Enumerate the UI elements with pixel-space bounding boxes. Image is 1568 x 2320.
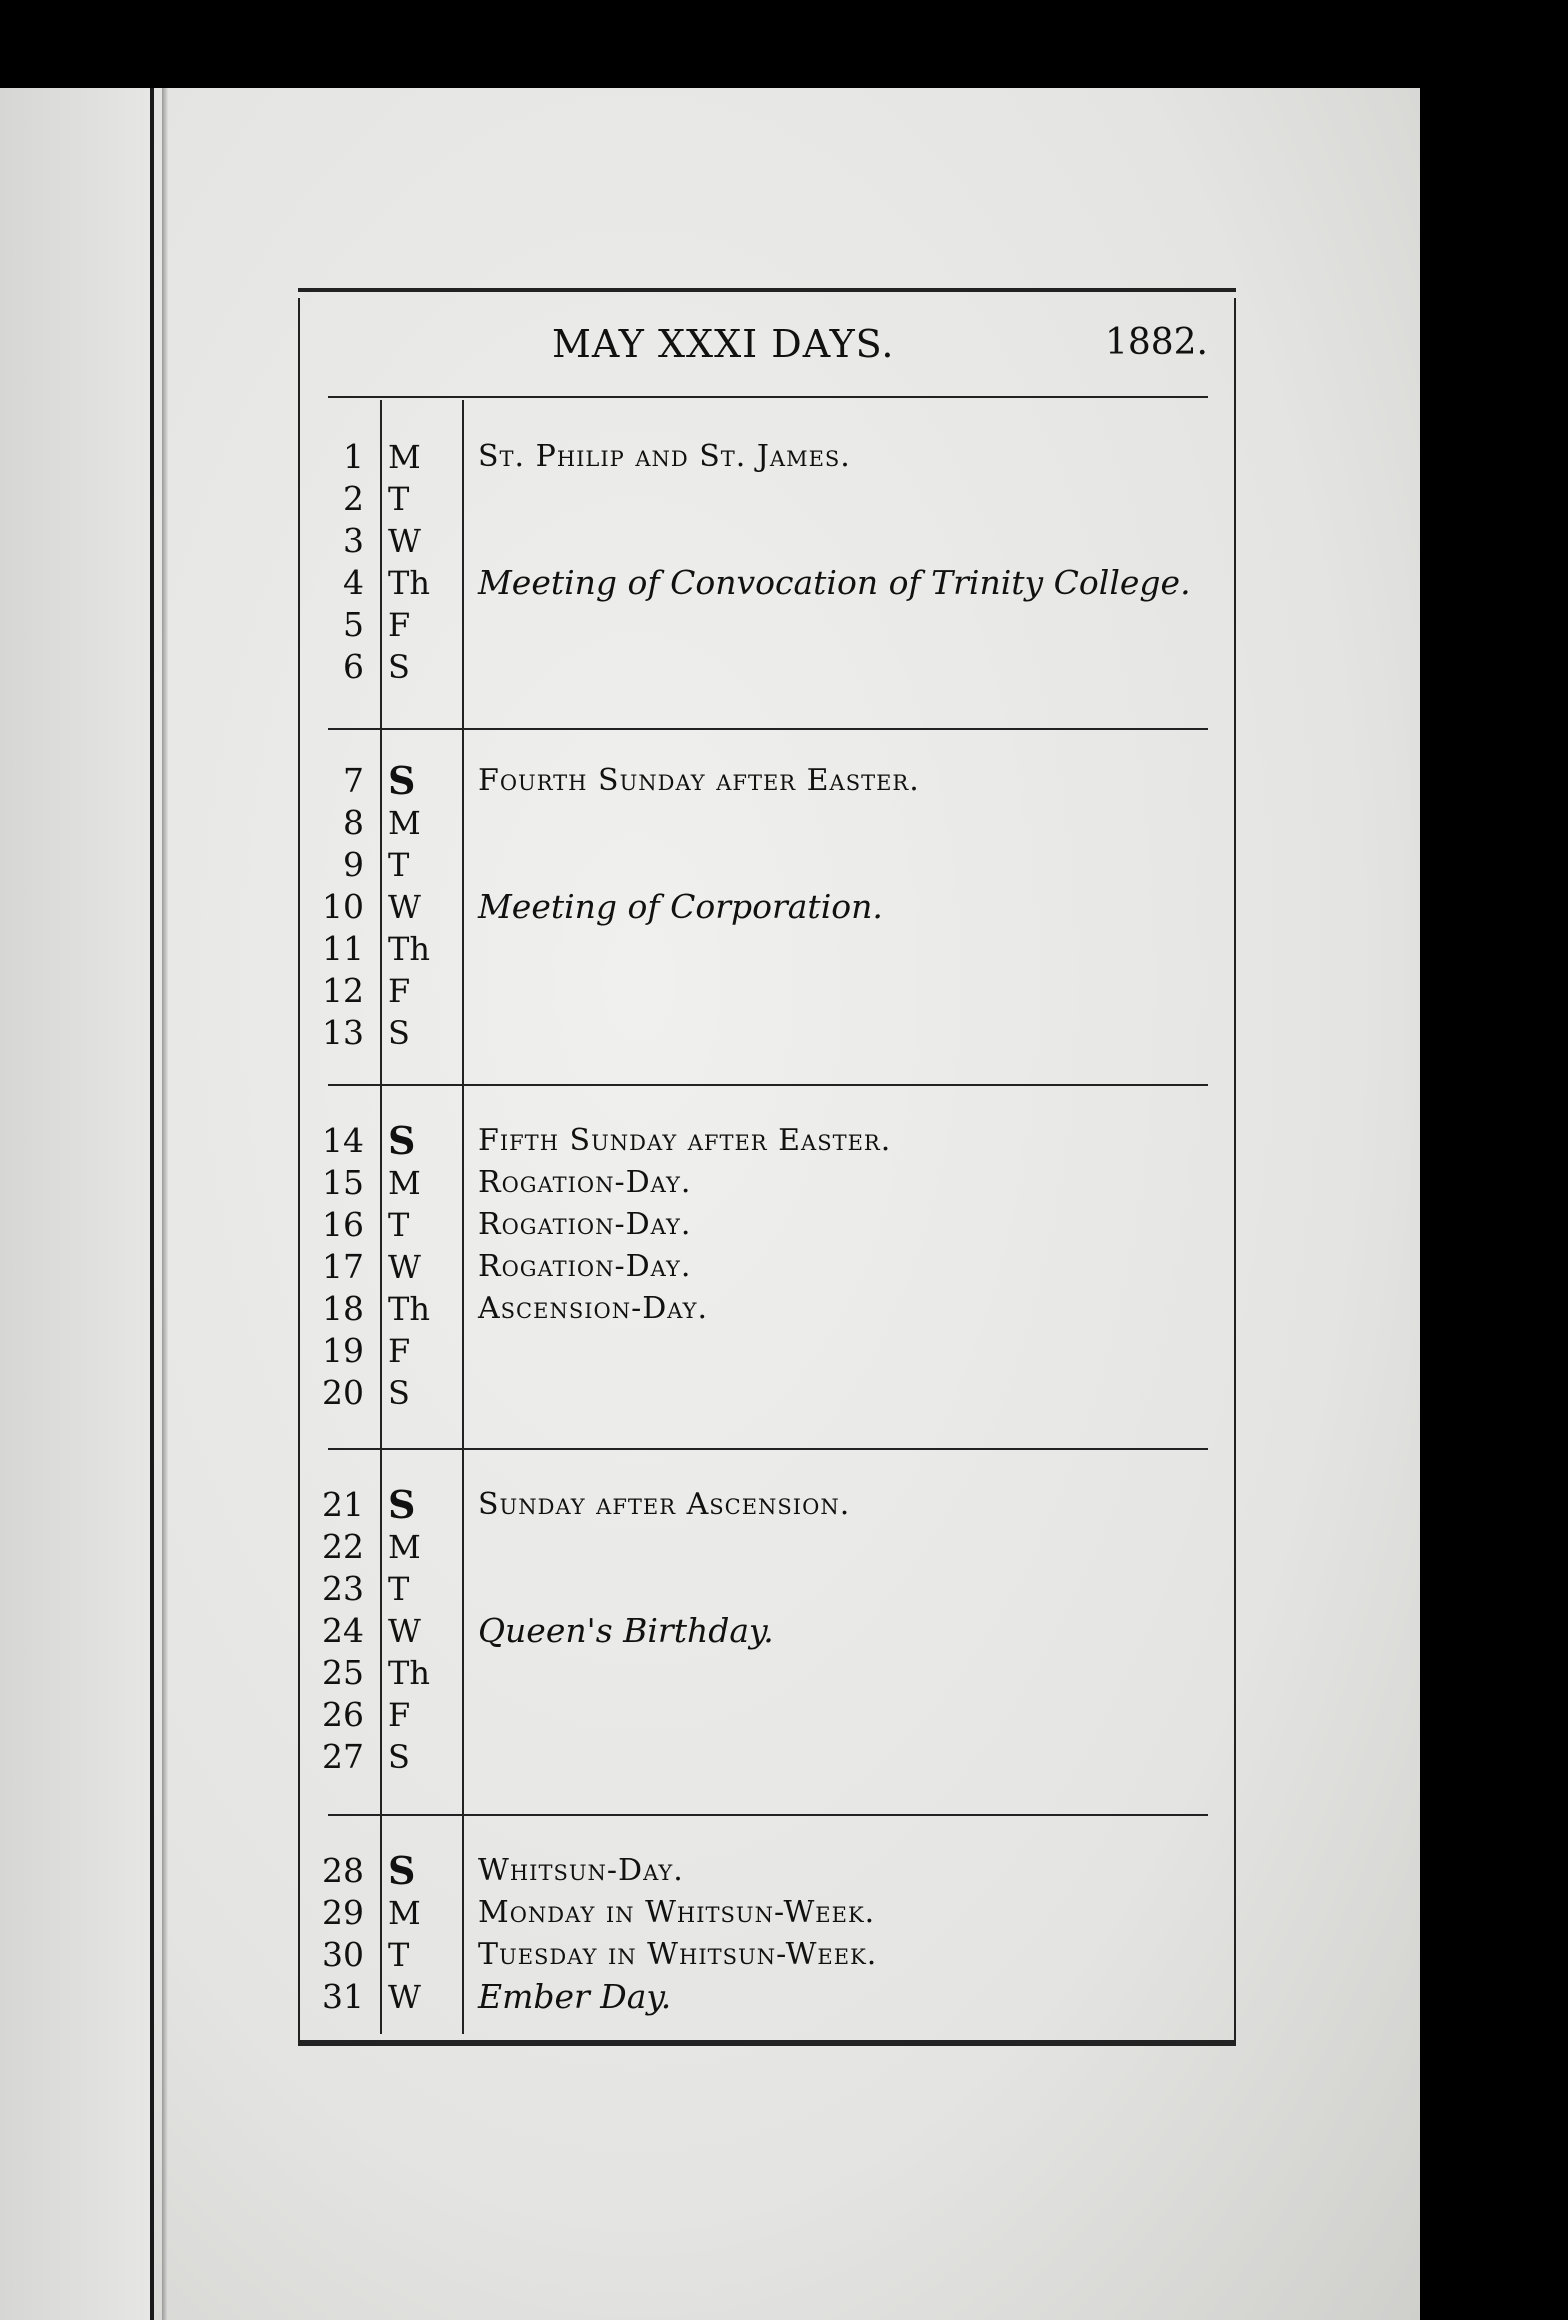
- day-row: [328, 478, 1208, 520]
- day-event: Whitsun-Day.: [478, 1853, 684, 1888]
- day-event: Fifth Sunday after Easter.: [478, 1123, 892, 1158]
- day-number: 20: [322, 1373, 364, 1412]
- weekday-letter: S: [388, 1738, 410, 1776]
- weekday-letter: Th: [388, 930, 430, 968]
- weekday-letter: S: [388, 1374, 410, 1412]
- day-row: [322, 970, 1208, 1012]
- day-number: 26: [322, 1695, 364, 1734]
- day-number: 3: [343, 521, 364, 560]
- day-number: 13: [322, 1013, 364, 1052]
- weekday-letter: F: [388, 606, 411, 644]
- weekday-letter: W: [388, 888, 421, 926]
- day-number: 29: [322, 1893, 364, 1932]
- day-number: 22: [322, 1527, 364, 1566]
- week-3: [322, 1086, 1208, 1450]
- weekday-letter: F: [388, 1696, 411, 1734]
- weekday-letter: M: [388, 1528, 421, 1566]
- weekday-letter: T: [388, 1936, 410, 1974]
- weekday-letter: S: [388, 1014, 410, 1052]
- week-5: [322, 1816, 1208, 2034]
- weekday-letter: S: [388, 758, 416, 803]
- day-event: Ember Day.: [478, 1977, 672, 2016]
- day-event: Meeting of Corporation.: [478, 887, 883, 926]
- day-number: 5: [343, 605, 364, 644]
- day-number: 8: [343, 803, 364, 842]
- page-gutter: [150, 88, 154, 2320]
- day-row: [322, 1204, 1208, 1246]
- weekday-letter: M: [388, 438, 421, 476]
- calendar-bottom-rule: [298, 2040, 1236, 2042]
- weekday-letter: Th: [388, 564, 430, 602]
- day-row: [328, 436, 1208, 478]
- day-number: 1: [343, 437, 364, 476]
- weekday-letter: W: [388, 1248, 421, 1286]
- day-event: St. Philip and St. James.: [478, 439, 851, 474]
- day-number: 12: [322, 971, 364, 1010]
- day-row: [322, 1118, 1208, 1163]
- day-row: [322, 1694, 1208, 1736]
- day-row: [322, 1372, 1208, 1414]
- day-event: Rogation-Day.: [478, 1207, 692, 1242]
- day-row: [322, 1610, 1208, 1652]
- weekday-letter: W: [388, 1612, 421, 1650]
- year-label: 1882.: [1104, 322, 1208, 363]
- day-row: [322, 1526, 1208, 1568]
- calendar-header: [300, 314, 1234, 372]
- day-number: 30: [322, 1935, 364, 1974]
- day-row: [328, 802, 1208, 844]
- calendar-table: [298, 298, 1236, 2040]
- header-rule: [328, 396, 1208, 398]
- weekday-letter: F: [388, 1332, 411, 1370]
- weekday-letter: S: [388, 1482, 416, 1527]
- weekday-letter: W: [388, 1978, 421, 2016]
- weekday-letter: Th: [388, 1654, 430, 1692]
- weekday-letter: M: [388, 1164, 421, 1202]
- day-event: Rogation-Day.: [478, 1249, 692, 1284]
- weekday-letter: S: [388, 1118, 416, 1163]
- page-gutter-shadow: [162, 88, 168, 2320]
- day-event: Monday in Whitsun-Week.: [478, 1895, 876, 1930]
- week-1: [328, 400, 1208, 730]
- month-title: MAY XXXI DAYS.: [552, 322, 895, 366]
- weekday-letter: S: [388, 1848, 416, 1893]
- day-row: [322, 1934, 1208, 1976]
- weekday-letter: S: [388, 648, 410, 686]
- day-row: [322, 1482, 1208, 1527]
- day-number: 2: [343, 479, 364, 518]
- day-row: [328, 604, 1208, 646]
- weekday-letter: T: [388, 846, 410, 884]
- day-event: Sunday after Ascension.: [478, 1487, 851, 1522]
- day-event: Ascension-Day.: [478, 1291, 708, 1326]
- day-number: 16: [322, 1205, 364, 1244]
- weekday-letter: T: [388, 1206, 410, 1244]
- weekday-letter: T: [388, 1570, 410, 1608]
- week-2: [322, 730, 1208, 1086]
- day-number: 24: [322, 1611, 364, 1650]
- day-number: 10: [322, 887, 364, 926]
- day-number: 25: [322, 1653, 364, 1692]
- weekday-letter: T: [388, 480, 410, 518]
- day-event: Fourth Sunday after Easter.: [478, 763, 920, 798]
- day-row: [322, 1652, 1208, 1694]
- week-4: [322, 1450, 1208, 1816]
- day-row: [328, 520, 1208, 562]
- day-number: 27: [322, 1737, 364, 1776]
- day-number: 31: [322, 1977, 364, 2016]
- day-number: 14: [322, 1121, 364, 1160]
- day-row: [322, 1976, 1208, 2018]
- day-event: Meeting of Convocation of Trinity College.: [478, 563, 1191, 602]
- day-number: 6: [343, 647, 364, 686]
- day-number: 18: [322, 1289, 364, 1328]
- day-row: [322, 1162, 1208, 1204]
- day-number: 7: [343, 761, 364, 800]
- day-event: Tuesday in Whitsun-Week.: [478, 1937, 878, 1972]
- day-number: 11: [322, 929, 364, 968]
- day-number: 19: [322, 1331, 364, 1370]
- weekday-letter: W: [388, 522, 421, 560]
- day-row: [322, 1330, 1208, 1372]
- day-event: Queen's Birthday.: [478, 1611, 774, 1650]
- day-row: [328, 844, 1208, 886]
- day-row: [328, 562, 1208, 604]
- day-row: [322, 1012, 1208, 1054]
- day-row: [328, 646, 1208, 688]
- day-row: [322, 1848, 1208, 1893]
- day-row: [322, 1246, 1208, 1288]
- day-number: 9: [343, 845, 364, 884]
- day-row: [328, 760, 1208, 802]
- weekday-letter: Th: [388, 1290, 430, 1328]
- weekday-letter: F: [388, 972, 411, 1010]
- day-number: 15: [322, 1163, 364, 1202]
- day-number: 17: [322, 1247, 364, 1286]
- weekday-letter: M: [388, 1894, 421, 1932]
- weekday-letter: M: [388, 804, 421, 842]
- day-row: [322, 1736, 1208, 1778]
- day-row: [322, 886, 1208, 928]
- facing-page-edge: [0, 88, 150, 2320]
- day-row: [322, 928, 1208, 970]
- day-number: 28: [322, 1851, 364, 1890]
- day-event: Rogation-Day.: [478, 1165, 692, 1200]
- day-row: [322, 1568, 1208, 1610]
- day-number: 21: [322, 1485, 364, 1524]
- day-row: [322, 1892, 1208, 1934]
- day-number: 4: [343, 563, 364, 602]
- day-number: 23: [322, 1569, 364, 1608]
- day-row: [322, 1288, 1208, 1330]
